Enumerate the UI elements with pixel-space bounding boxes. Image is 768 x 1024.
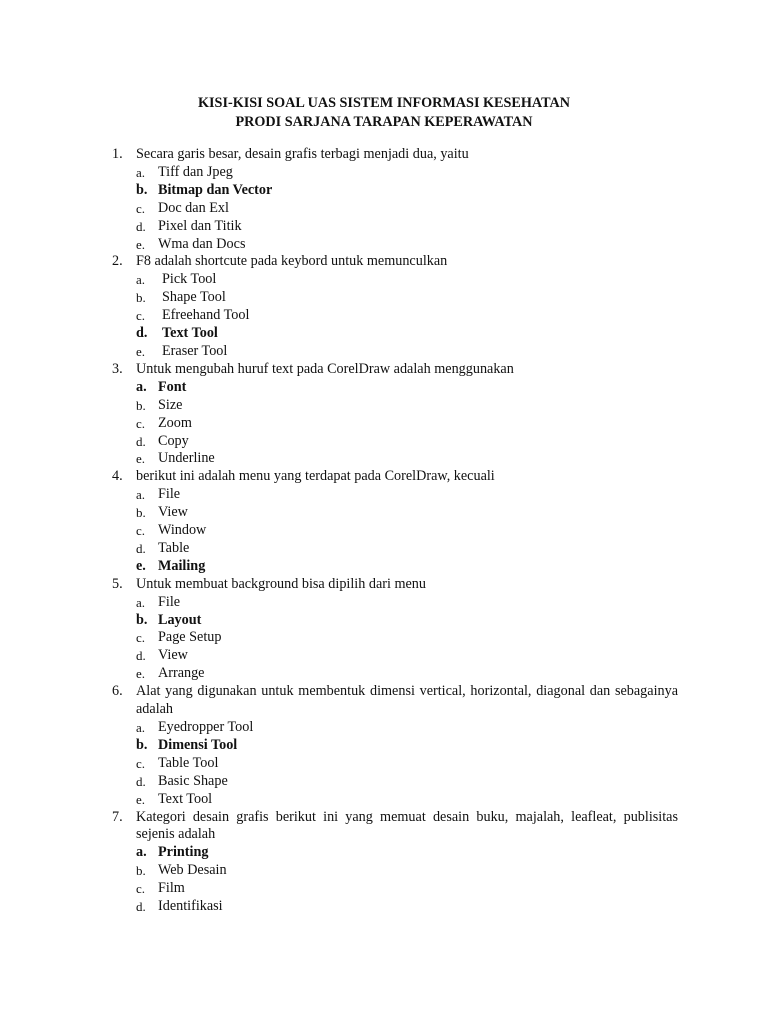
option-item xyxy=(136,594,678,612)
option-text: Mailing xyxy=(158,557,206,574)
option-text: Dimensi Tool xyxy=(158,736,238,753)
option-item xyxy=(136,289,678,307)
option-text: Tiff dan Jpeg xyxy=(158,163,233,180)
option-text: Copy xyxy=(158,432,189,449)
option-text: Efreehand Tool xyxy=(162,307,250,324)
option-item xyxy=(136,415,678,433)
option-item xyxy=(136,862,678,880)
option-letter: b. xyxy=(136,736,148,753)
option-text: Window xyxy=(158,522,207,539)
option-item xyxy=(136,200,678,218)
option-item xyxy=(136,504,678,522)
option-list xyxy=(136,594,678,684)
question-text: Untuk membuat background bisa dipilih dari menu xyxy=(136,575,426,592)
option-item xyxy=(136,343,678,361)
option-letter: a. xyxy=(136,844,147,861)
option-letter: e. xyxy=(136,236,146,252)
question-text: F8 adalah shortcute pada keybord untuk memunculkan xyxy=(136,253,448,270)
option-text: Bitmap dan Vector xyxy=(158,181,273,198)
option-item xyxy=(136,164,678,182)
option-text: Identifikasi xyxy=(158,898,223,915)
option-text: Underline xyxy=(158,450,215,467)
option-item-correct xyxy=(136,325,678,343)
question-text: berikut ini adalah menu yang terdapat pada CorelDraw, kecuali xyxy=(136,468,495,485)
option-item xyxy=(136,540,678,558)
option-text: View xyxy=(158,647,188,664)
option-item xyxy=(136,719,678,737)
option-text: Doc dan Exl xyxy=(158,199,229,216)
option-item xyxy=(136,880,678,898)
option-letter: b. xyxy=(136,611,148,628)
option-list xyxy=(136,379,678,469)
option-letter: d. xyxy=(136,218,146,234)
option-item-correct xyxy=(136,844,678,862)
question-item xyxy=(112,146,678,253)
option-text: Zoom xyxy=(158,414,192,431)
question-text: Untuk mengubah huruf text pada CorelDraw adalah menggunakan xyxy=(136,360,514,377)
option-text: Web Desain xyxy=(158,862,227,879)
option-letter: b. xyxy=(136,290,146,306)
option-list xyxy=(136,486,678,576)
option-item xyxy=(136,791,678,809)
option-letter: c. xyxy=(136,200,146,216)
option-item xyxy=(136,898,678,916)
option-letter: b. xyxy=(136,505,146,521)
option-item xyxy=(136,486,678,504)
option-letter: a. xyxy=(136,272,146,288)
option-item xyxy=(136,433,678,451)
question-item xyxy=(112,683,678,808)
option-item xyxy=(136,629,678,647)
option-item-correct xyxy=(136,379,678,397)
option-item-correct xyxy=(136,558,678,576)
option-item xyxy=(136,522,678,540)
question-item xyxy=(112,253,678,360)
option-item xyxy=(136,271,678,289)
option-text: View xyxy=(158,504,188,521)
option-letter: c. xyxy=(136,630,146,646)
option-item xyxy=(136,773,678,791)
option-text: Shape Tool xyxy=(162,289,226,306)
option-list xyxy=(136,164,678,254)
option-text: File xyxy=(158,593,181,610)
option-text: Font xyxy=(158,378,187,395)
question-number: 2. xyxy=(112,253,123,270)
question-item xyxy=(112,361,678,468)
option-letter: e. xyxy=(136,666,146,682)
option-letter: b. xyxy=(136,181,148,198)
option-letter: d. xyxy=(136,648,146,664)
question-number: 7. xyxy=(112,808,123,825)
option-item xyxy=(136,450,678,468)
question-text: Secara garis besar, desain grafis terbagi menjadi dua, yaitu xyxy=(136,146,469,162)
option-item-correct xyxy=(136,612,678,630)
option-item xyxy=(136,755,678,773)
option-text: Eyedropper Tool xyxy=(158,719,254,735)
option-letter: b. xyxy=(136,863,146,879)
option-letter: a. xyxy=(136,164,146,180)
option-letter: e. xyxy=(136,343,146,359)
option-text: Printing xyxy=(158,844,209,861)
option-letter: d. xyxy=(136,325,148,342)
title-line-2: PRODI SARJANA TARAPAN KEPERAWATAN xyxy=(235,113,533,130)
option-text: Pixel dan Titik xyxy=(158,217,242,234)
question-number: 4. xyxy=(112,468,123,485)
option-item xyxy=(136,307,678,325)
option-letter: d. xyxy=(136,773,146,789)
option-text: Table xyxy=(158,539,190,556)
option-list xyxy=(136,271,678,361)
option-letter: c. xyxy=(136,523,146,539)
option-letter: e. xyxy=(136,557,146,574)
option-item xyxy=(136,218,678,236)
option-text: Film xyxy=(158,880,185,897)
option-letter: c. xyxy=(136,308,146,324)
option-item xyxy=(136,665,678,683)
option-text: Arrange xyxy=(158,665,205,682)
question-number: 5. xyxy=(112,575,123,592)
option-text: Eraser Tool xyxy=(162,342,228,359)
option-item-correct xyxy=(136,737,678,755)
option-letter: e. xyxy=(136,451,146,467)
option-letter: d. xyxy=(136,899,146,915)
option-text: Basic Shape xyxy=(158,772,228,789)
option-letter: c. xyxy=(136,415,146,431)
option-list xyxy=(136,844,678,916)
option-letter: d. xyxy=(136,433,146,449)
question-item xyxy=(112,576,678,683)
document-title xyxy=(0,94,768,131)
option-letter: a. xyxy=(136,378,147,395)
question-list xyxy=(112,146,678,916)
option-letter: a. xyxy=(136,487,146,503)
option-text: Wma dan Docs xyxy=(158,235,246,252)
option-letter: c. xyxy=(136,881,146,897)
option-letter: b. xyxy=(136,397,146,413)
question-number: 6. xyxy=(112,683,123,700)
option-letter: a. xyxy=(136,720,146,735)
option-text: Layout xyxy=(158,611,202,628)
question-number: 3. xyxy=(112,360,123,377)
question-item xyxy=(112,468,678,575)
option-item xyxy=(136,236,678,254)
option-text: Size xyxy=(158,396,183,413)
question-text: Alat yang digunakan untuk membentuk dimensi vertical, horizontal, diagonal dan sebagainya adalah xyxy=(136,683,678,718)
option-item xyxy=(136,397,678,415)
question-item xyxy=(112,809,678,916)
option-list xyxy=(136,719,678,809)
option-text: Page Setup xyxy=(158,629,222,646)
option-text: Text Tool xyxy=(162,325,218,342)
option-text: Pick Tool xyxy=(162,271,217,288)
option-text: Text Tool xyxy=(158,790,213,807)
title-line-1: KISI-KISI SOAL UAS SISTEM INFORMASI KESEHATAN xyxy=(198,95,570,111)
question-text: Kategori desain grafis berikut ini yang memuat desain buku, majalah, leafleat, publisitas sejenis adalah xyxy=(136,808,678,843)
option-letter: e. xyxy=(136,791,146,807)
option-item-correct xyxy=(136,182,678,200)
option-text: File xyxy=(158,486,181,503)
option-letter: a. xyxy=(136,594,146,610)
question-number: 1. xyxy=(112,146,123,162)
option-letter: d. xyxy=(136,540,146,556)
option-letter: c. xyxy=(136,755,146,771)
option-item xyxy=(136,647,678,665)
option-text: Table Tool xyxy=(158,754,219,771)
